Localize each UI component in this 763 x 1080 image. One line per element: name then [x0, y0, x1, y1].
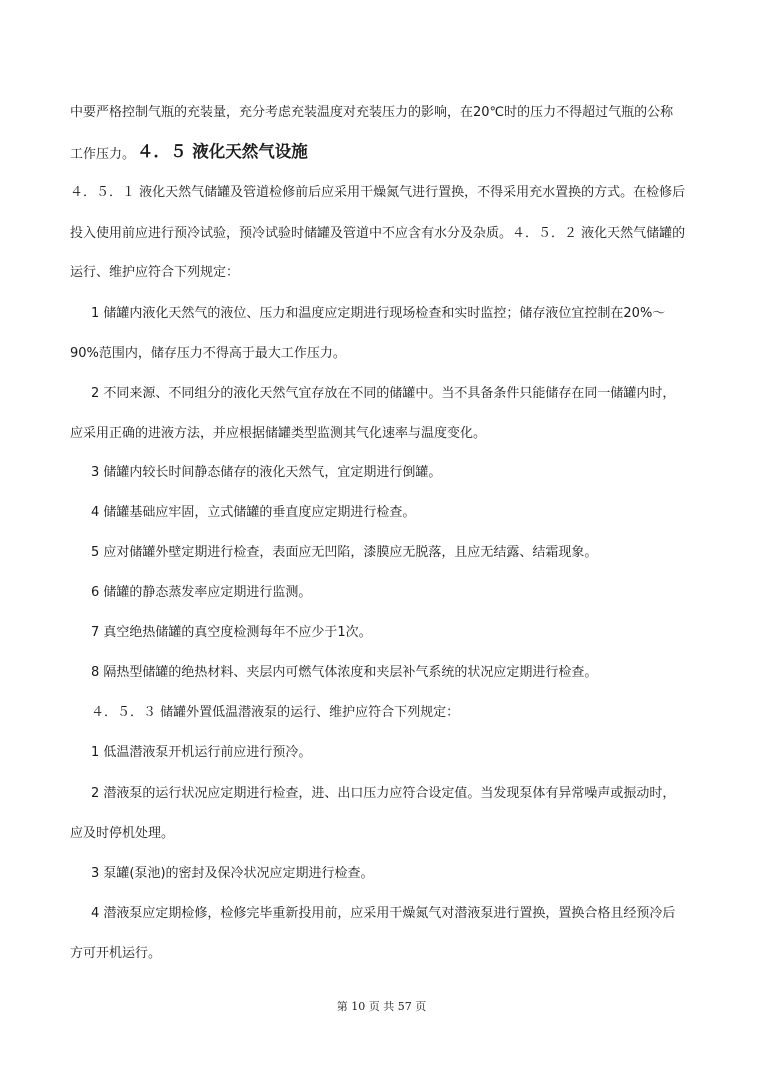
list-item: 1 储罐内液化天然气的液位、压力和温度应定期进行现场检查和实时监控；储存液位宜控制在20%～: [91, 306, 666, 321]
text-line: 应及时停机处理。: [70, 826, 175, 841]
text-line: 方可开机运行。: [70, 946, 162, 961]
text-line: ４．５．１ 液化天然气储罐及管道检修前后应采用干燥氮气进行置换，不得采用充水置换的方式。在检修后: [70, 185, 686, 200]
text-line: 运行、维护应符合下列规定：: [70, 265, 240, 280]
text-line: 工作压力。: [70, 147, 136, 162]
list-item: 6 储罐的静态蒸发率应定期进行监测。: [91, 585, 312, 600]
text-line: 应采用正确的进液方法，并应根据储罐类型监测其气化速率与温度变化。: [70, 426, 487, 441]
list-item: 2 潜液泵的运行状况应定期进行检查，进、出口压力应符合设定值。当发现泵体有异常噪声或振动时，: [91, 786, 676, 801]
list-item: 3 储罐内较长时间静态储存的液化天然气，宜定期进行倒罐。: [91, 465, 442, 480]
section-heading: ４．５ 液化天然气设施: [137, 142, 308, 161]
text-line: 投入使用前应进行预冷试验，预冷试验时储罐及管道中不应含有水分及杂质。４．５．２ 液化天然气储罐的: [70, 226, 686, 241]
list-item: 8 隔热型储罐的绝热材料、夹层内可燃气体浓度和夹层补气系统的状况应定期进行检查。: [91, 665, 598, 680]
subsection-line: ４．５．３ 储罐外置低温潜液泵的运行、维护应符合下列规定：: [91, 705, 460, 720]
list-item: 7 真空绝热储罐的真空度检测每年不应少于1次。: [91, 625, 372, 640]
list-item: 2 不同来源、不同组分的液化天然气宜存放在不同的储罐中。当不具备条件只能储存在同一储罐内时，: [91, 386, 676, 401]
list-item: 1 低温潜液泵开机运行前应进行预冷。: [91, 745, 312, 760]
text-line: 90%范围内，储存压力不得高于最大工作压力。: [70, 346, 346, 361]
list-item: 5 应对储罐外壁定期进行检查，表面应无凹陷，漆膜应无脱落，且应无结露、结霜现象。: [91, 545, 598, 560]
page-number-footer: 第 10 页 共 57 页: [336, 1000, 427, 1013]
list-item: 4 储罐基础应牢固，立式储罐的垂直度应定期进行检查。: [91, 505, 416, 520]
list-item: 4 潜液泵应定期检修，检修完毕重新投用前，应采用干燥氮气对潜液泵进行置换，置换合格且经预冷后: [91, 906, 676, 921]
text-line: 中要严格控制气瓶的充装量，充分考虑充装温度对充装压力的影响，在20℃时的压力不得超过气瓶的公称: [70, 105, 674, 120]
list-item: 3 泵罐(泵池)的密封及保冷状况应定期进行检查。: [91, 866, 374, 881]
